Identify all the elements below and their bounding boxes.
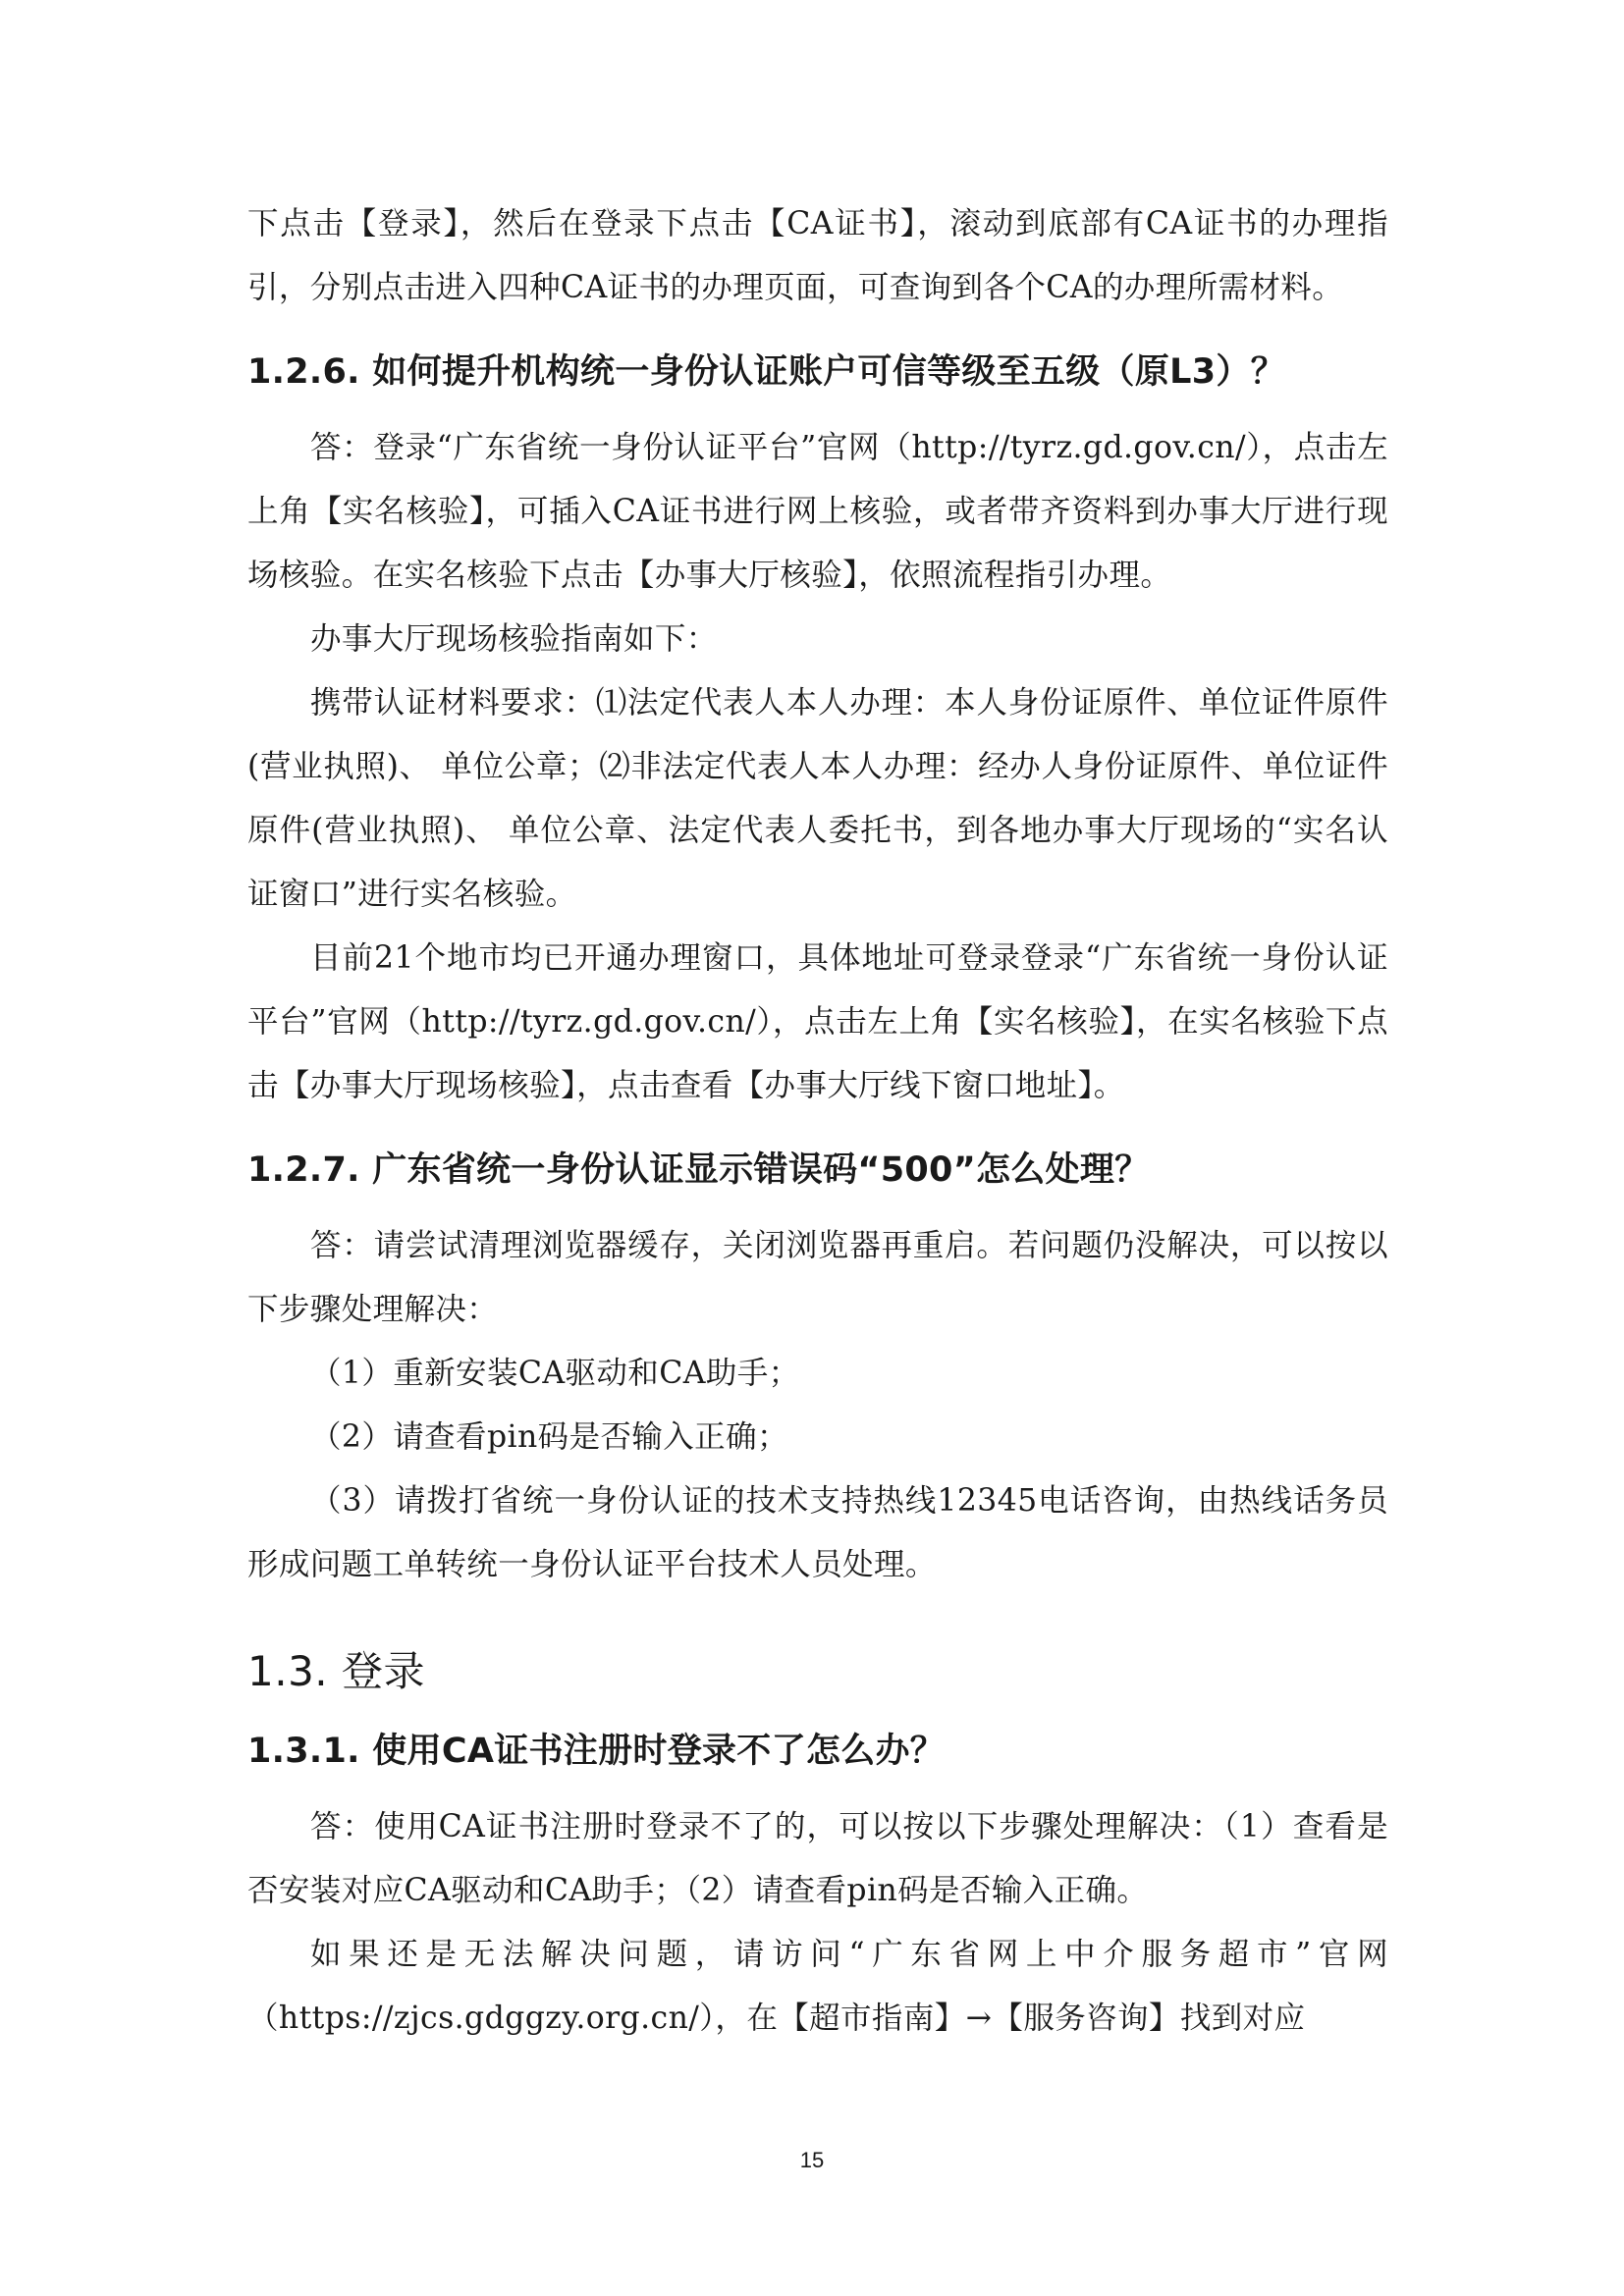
page-number: 15 — [799, 2148, 825, 2172]
heading-1-2-6: 1.2.6. 如何提升机构统一身份认证账户可信等级至五级（原L3）？ — [247, 352, 1285, 392]
list-item-step-1: （1）重新安装CA驱动和CA助手； — [310, 1356, 800, 1391]
list-item-step-2: （2）请查看pin码是否输入正确； — [310, 1419, 788, 1455]
paragraph-hall-guide-intro: 办事大厅现场核验指南如下： — [310, 621, 718, 657]
paragraph-city-windows: 目前21个地市均已开通办理窗口，具体地址可登录登录“广东省统一身份认证平台”官网（http://tyrz.gd.gov.cn/），点击左上角【实名核验】，在实名核验下点击【办事大厅现场核验】，点击查看【办事大厅线下窗口地址】。 — [247, 940, 1388, 1103]
heading-1-3-login: 1.3. 登录 — [247, 1647, 425, 1695]
paragraph-ca-guide-continuation: 下点击【登录】，然后在登录下点击【CA证书】，滚动到底部有CA证书的办理指引，分别点击进入四种CA证书的办理页面，可查询到各个CA的办理所需材料。 — [247, 206, 1388, 305]
heading-1-2-7: 1.2.7. 广东省统一身份认证显示错误码“500”怎么处理？ — [247, 1150, 1150, 1190]
page-content — [247, 192, 1388, 2051]
paragraph-contact-market: 如果还是无法解决问题，请访问“广东省网上中介服务超市”官网（https://zjcs.gdggzy.org.cn/），在【超市指南】→【服务咨询】找到对应 — [247, 1937, 1388, 2036]
heading-1-3-1: 1.3.1. 使用CA证书注册时登录不了怎么办？ — [247, 1732, 946, 1771]
paragraph-required-materials: 携带认证材料要求：⑴法定代表人本人办理：本人身份证原件、单位证件原件(营业执照)、 单位公章；⑵非法定代表人本人办理：经办人身份证原件、单位证件原件(营业执照)、 单位公章、法定代表人委托书，到各地办事大厅现场的“实名认证窗口”进行实名核验。 — [247, 685, 1388, 912]
paragraph-answer-1-3-1: 答：使用CA证书注册时登录不了的，可以按以下步骤处理解决：（1）查看是否安装对应CA驱动和CA助手；（2）请查看pin码是否输入正确。 — [247, 1809, 1388, 1908]
list-item-step-3: （3）请拨打省统一身份认证的技术支持热线12345电话咨询，由热线话务员形成问题工单转统一身份认证平台技术人员处理。 — [247, 1483, 1388, 1582]
paragraph-answer-1-2-6: 答：登录“广东省统一身份认证平台”官网（http://tyrz.gd.gov.cn/），点击左上角【实名核验】，可插入CA证书进行网上核验，或者带齐资料到办事大厅进行现场核验。在实名核验下点击【办事大厅核验】，依照流程指引办理。 — [247, 430, 1388, 593]
paragraph-answer-1-2-7: 答：请尝试清理浏览器缓存，关闭浏览器再重启。若问题仍没解决，可以按以下步骤处理解决： — [247, 1228, 1388, 1327]
